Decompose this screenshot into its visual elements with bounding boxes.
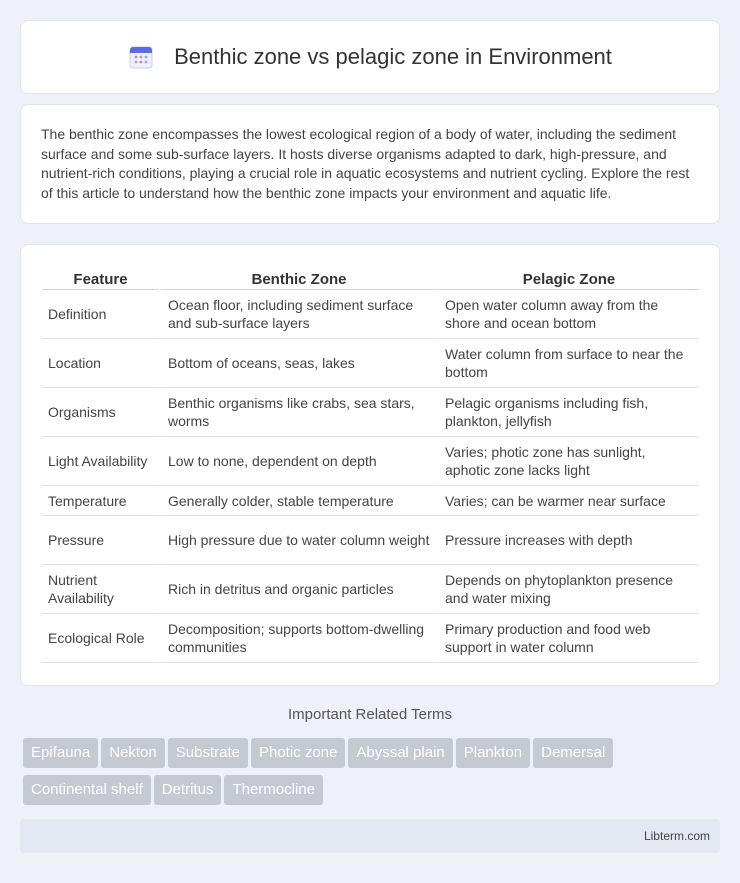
- term-tag[interactable]: Thermocline: [224, 775, 323, 805]
- table-row: [42, 437, 699, 486]
- table-row: [42, 290, 699, 339]
- table-cell: Varies; can be warmer near surface: [436, 486, 699, 516]
- term-tag[interactable]: Plankton: [456, 738, 530, 768]
- table-header-row: [42, 264, 699, 290]
- table-cell: Definition: [42, 290, 159, 339]
- header-card: [20, 20, 720, 94]
- page-title: Benthic zone vs pelagic zone in Environment: [174, 44, 612, 69]
- table-row: [42, 565, 699, 614]
- table-cell: Ecological Role: [42, 614, 159, 663]
- table-cell: Open water column away from the shore and ocean bottom: [436, 290, 699, 339]
- header-feature: Feature: [42, 264, 159, 290]
- intro-card: [20, 104, 720, 224]
- table-cell: Decomposition; supports bottom-dwelling communities: [159, 614, 436, 663]
- table-cell: Organisms: [42, 388, 159, 437]
- table-cell: Temperature: [42, 486, 159, 516]
- table-row: [42, 516, 699, 565]
- comparison-table: [42, 264, 699, 663]
- term-tag[interactable]: Demersal: [533, 738, 613, 768]
- footer-site-link[interactable]: Libterm.com: [643, 829, 710, 843]
- header-pelagic: Pelagic Zone: [436, 264, 699, 290]
- related-terms-title: Important Related Terms: [288, 706, 452, 723]
- header-benthic: Benthic Zone: [159, 264, 436, 290]
- term-tag[interactable]: Photic zone: [251, 738, 345, 768]
- table-cell: Benthic organisms like crabs, sea stars, worms: [159, 388, 436, 437]
- table-row: [42, 486, 699, 516]
- intro-text: The benthic zone encompasses the lowest ecological region of a body of water, including the sediment surface and some sub-surface layers. It hosts diverse organisms adapted to dark, high-pressure, and nutrient-rich conditions, playing a crucial role in aquatic ecosystems and nutrient cycling. Explore the rest of this article to understand how the benthic zone impacts your environment and aquatic life.: [41, 126, 690, 201]
- table-cell: Pelagic organisms including fish, plankton, jellyfish: [436, 388, 699, 437]
- comparison-table-card: [20, 244, 720, 686]
- table-cell: Generally colder, stable temperature: [159, 486, 436, 516]
- table-cell: Primary production and food web support in water column: [436, 614, 699, 663]
- term-tag[interactable]: Epifauna: [23, 738, 98, 768]
- table-cell: Light Availability: [42, 437, 159, 486]
- table-cell: Bottom of oceans, seas, lakes: [159, 339, 436, 388]
- term-tag[interactable]: Substrate: [168, 738, 248, 768]
- term-tag[interactable]: Abyssal plain: [348, 738, 452, 768]
- term-tag[interactable]: Nekton: [101, 738, 165, 768]
- table-cell: Water column from surface to near the bottom: [436, 339, 699, 388]
- term-tag[interactable]: Continental shelf: [23, 775, 151, 805]
- table-cell: Ocean floor, including sediment surface and sub-surface layers: [159, 290, 436, 339]
- calendar-icon: [128, 44, 154, 70]
- term-tag[interactable]: Detritus: [154, 775, 222, 805]
- table-cell: Depends on phytoplankton presence and water mixing: [436, 565, 699, 614]
- footer: [20, 819, 720, 853]
- table-row: [42, 388, 699, 437]
- table-cell: High pressure due to water column weight: [159, 516, 436, 565]
- table-cell: Rich in detritus and organic particles: [159, 565, 436, 614]
- table-row: [42, 614, 699, 663]
- table-cell: Location: [42, 339, 159, 388]
- table-cell: Pressure: [42, 516, 159, 565]
- related-terms-list: [23, 738, 723, 812]
- table-cell: Nutrient Availability: [42, 565, 159, 614]
- table-row: [42, 339, 699, 388]
- table-cell: Varies; photic zone has sunlight, aphotic zone lacks light: [436, 437, 699, 486]
- table-cell: Pressure increases with depth: [436, 516, 699, 565]
- table-cell: Low to none, dependent on depth: [159, 437, 436, 486]
